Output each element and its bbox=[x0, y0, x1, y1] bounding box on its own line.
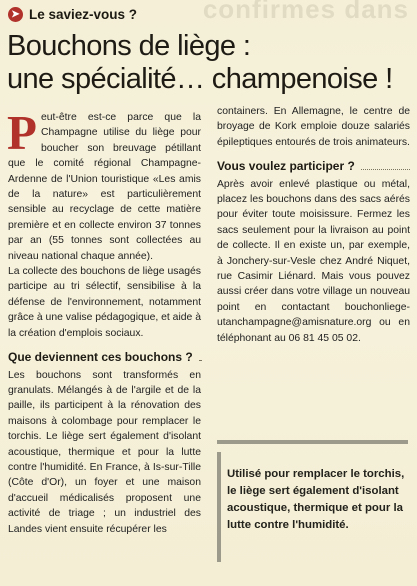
collection-paragraph: La collecte des bouchons de liège usagés participe au tri sélectif, sensibilise à la défense de l'environnement, notamment grâce à une valise pédagogique, et aide à la création d'emplois sociaux. bbox=[8, 266, 201, 339]
intro-text: eut-être est-ce parce que la Champagne utilise du liège pour boucher son breuvage pétillant que le comité régional Champagne-Ardenne de l'Union touristique «Les amis de la nature» est particulièrement sensible au recyclage de cette matière première et en collecte environ 37 tonnes par an (55 tonnes sont collectées au niveau national chaque année). bbox=[8, 112, 201, 262]
arrow-right-icon: ➤ bbox=[8, 7, 23, 22]
intro-paragraph bbox=[7, 105, 201, 264]
title-line-2: une spécialité… champenoise ! bbox=[7, 63, 393, 95]
subheading-what-happens bbox=[8, 350, 201, 365]
bleed-through-heading: confirmes dans bbox=[202, 0, 409, 24]
pull-quote bbox=[217, 440, 408, 534]
transformation-paragraph: Les bouchons sont transformés en granulats. Mélangés à de l'argile et de la paille, ils participent à la rénovation des maisons à colombage pour remplacer le torchis. Le liège sert également d'isolant acoustique, thermique et pour la lutte contre l'humidité. En France, à Is-sur-Tille (Côte d'Or), un foyer et une maison d'accueil médicalisés proposent une activité de triage ; un industriel des Landes vient ensuite récupérer les bbox=[8, 369, 201, 535]
drop-cap: P bbox=[7, 105, 37, 160]
participate-paragraph: Après avoir enlevé plastique ou métal, placez les bouchons dans des sacs aérés pour éviter toute moisissure. Fermez les sacs seulement pour la livraison au point de collecte. Il en existe un, par exemple, à Jonchery-sur-Vesle chez André Niquet, rue Casimir Liénard. Mais vous pouvez aussi créer dans votre village un nouveau point en contactant bouchonliege-utanchampagne@amisnature.org ou en téléphonant au 06 81 45 05 02. bbox=[217, 178, 410, 344]
article-title bbox=[7, 30, 412, 96]
left-column bbox=[7, 105, 201, 537]
pull-quote-text: Utilisé pour remplacer le torchis, le liège sert également d'isolant acoustique, thermique et pour la lutte contre l'humidité. bbox=[227, 468, 405, 531]
right-column bbox=[217, 104, 410, 346]
section-kicker bbox=[8, 7, 137, 22]
pull-quote-bar bbox=[217, 452, 221, 562]
continued-paragraph: containers. En Allemagne, le centre de broyage de Kork emploie douze salariés épileptiques entourés de trois animateurs. bbox=[217, 106, 410, 148]
dotted-rule bbox=[361, 168, 410, 170]
subheading-participate bbox=[217, 159, 410, 174]
subheading-text: Que deviennent ces bouchons ? bbox=[8, 350, 193, 365]
title-line-1: Bouchons de liège : bbox=[7, 30, 251, 62]
kicker-label: Le saviez-vous ? bbox=[29, 7, 138, 22]
subheading-text: Vous voulez participer ? bbox=[217, 159, 355, 174]
dotted-rule bbox=[199, 359, 201, 361]
